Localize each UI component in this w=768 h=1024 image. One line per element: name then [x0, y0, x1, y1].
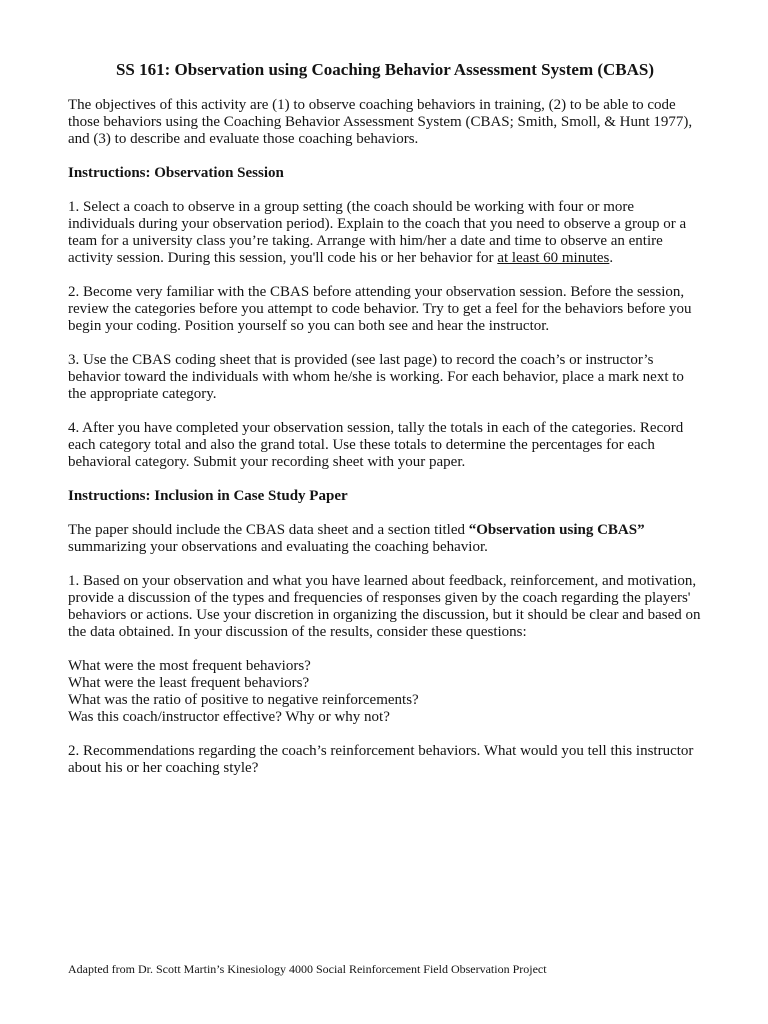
page-title: SS 161: Observation using Coaching Behavior Assessment System (CBAS) [115, 60, 655, 79]
footer-attribution: Adapted from Dr. Scott Martin’s Kinesiology 4000 Social Reinforcement Field Observation Project [68, 962, 547, 976]
question-ratio: What was the ratio of positive to negative reinforcements? [68, 692, 419, 708]
heading-case-study-paper: Instructions: Inclusion in Case Study Paper [68, 488, 348, 504]
case-study-paper-paragraph [68, 522, 702, 556]
case-study-item-2: 2. Recommendations regarding the coach’s reinforcement behaviors. What would you tell this instructor about his or her coaching style? [68, 743, 694, 776]
question-list [68, 658, 702, 726]
observation-step-1-period: . [609, 250, 614, 266]
case-study-paper-post: summarizing your observations and evaluating the coaching behavior. [68, 539, 488, 555]
document-content [68, 60, 702, 777]
case-study-paper-pre: The paper should include the CBAS data sheet and a section titled [68, 522, 469, 538]
observation-step-4: 4. After you have completed your observation session, tally the totals in each of the categories. Record each category total and also the grand total. Use these totals to determine the percentages for each behavioral category. Submit your recording sheet with your paper. [68, 420, 684, 470]
intro-paragraph: The objectives of this activity are (1) to observe coaching behaviors in training, (2) to be able to code those behaviors using the Coaching Behavior Assessment System (CBAS; Smith, Smoll, & Hunt 1977), and (3) to describe and evaluate those coaching behaviors. [68, 97, 693, 147]
heading-observation-session: Instructions: Observation Session [68, 165, 284, 181]
case-study-paper-bold-title: “Observation using CBAS” [468, 522, 645, 538]
case-study-item-1: 1. Based on your observation and what you have learned about feedback, reinforcement, and motivation, provide a discussion of the types and frequencies of responses given by the coach regarding the players' behaviors or actions. Use your discretion in organizing the discussion, but it should be clear and based on the data obtained. In your discussion of the results, consider these questions: [68, 573, 701, 640]
observation-step-1-underlined: at least 60 minutes [497, 250, 610, 266]
observation-step-3: 3. Use the CBAS coding sheet that is provided (see last page) to record the coach’s or instructor’s behavior toward the individuals with whom he/she is working. For each behavior, place a mark next to the appropriate category. [68, 352, 684, 402]
question-least-frequent: What were the least frequent behaviors? [68, 675, 310, 691]
question-effectiveness: Was this coach/instructor effective? Why or why not? [68, 709, 390, 725]
observation-step-1 [68, 199, 702, 267]
observation-step-1-text: 1. Select a coach to observe in a group setting (the coach should be working with four or more individuals during your observation period). Explain to the coach that you need to observe a group or a team for a university class you’re taking. Arrange with him/her a date and time to observe an entire activity session. During this session, you'll code his or her behavior for [68, 199, 687, 266]
observation-step-2: 2. Become very familiar with the CBAS before attending your observation session. Before the session, review the categories before you attempt to code behavior. Try to get a feel for the behaviors before you begin your coding. Position yourself so you can both see and hear the instructor. [68, 284, 692, 334]
question-most-frequent: What were the most frequent behaviors? [68, 658, 311, 674]
